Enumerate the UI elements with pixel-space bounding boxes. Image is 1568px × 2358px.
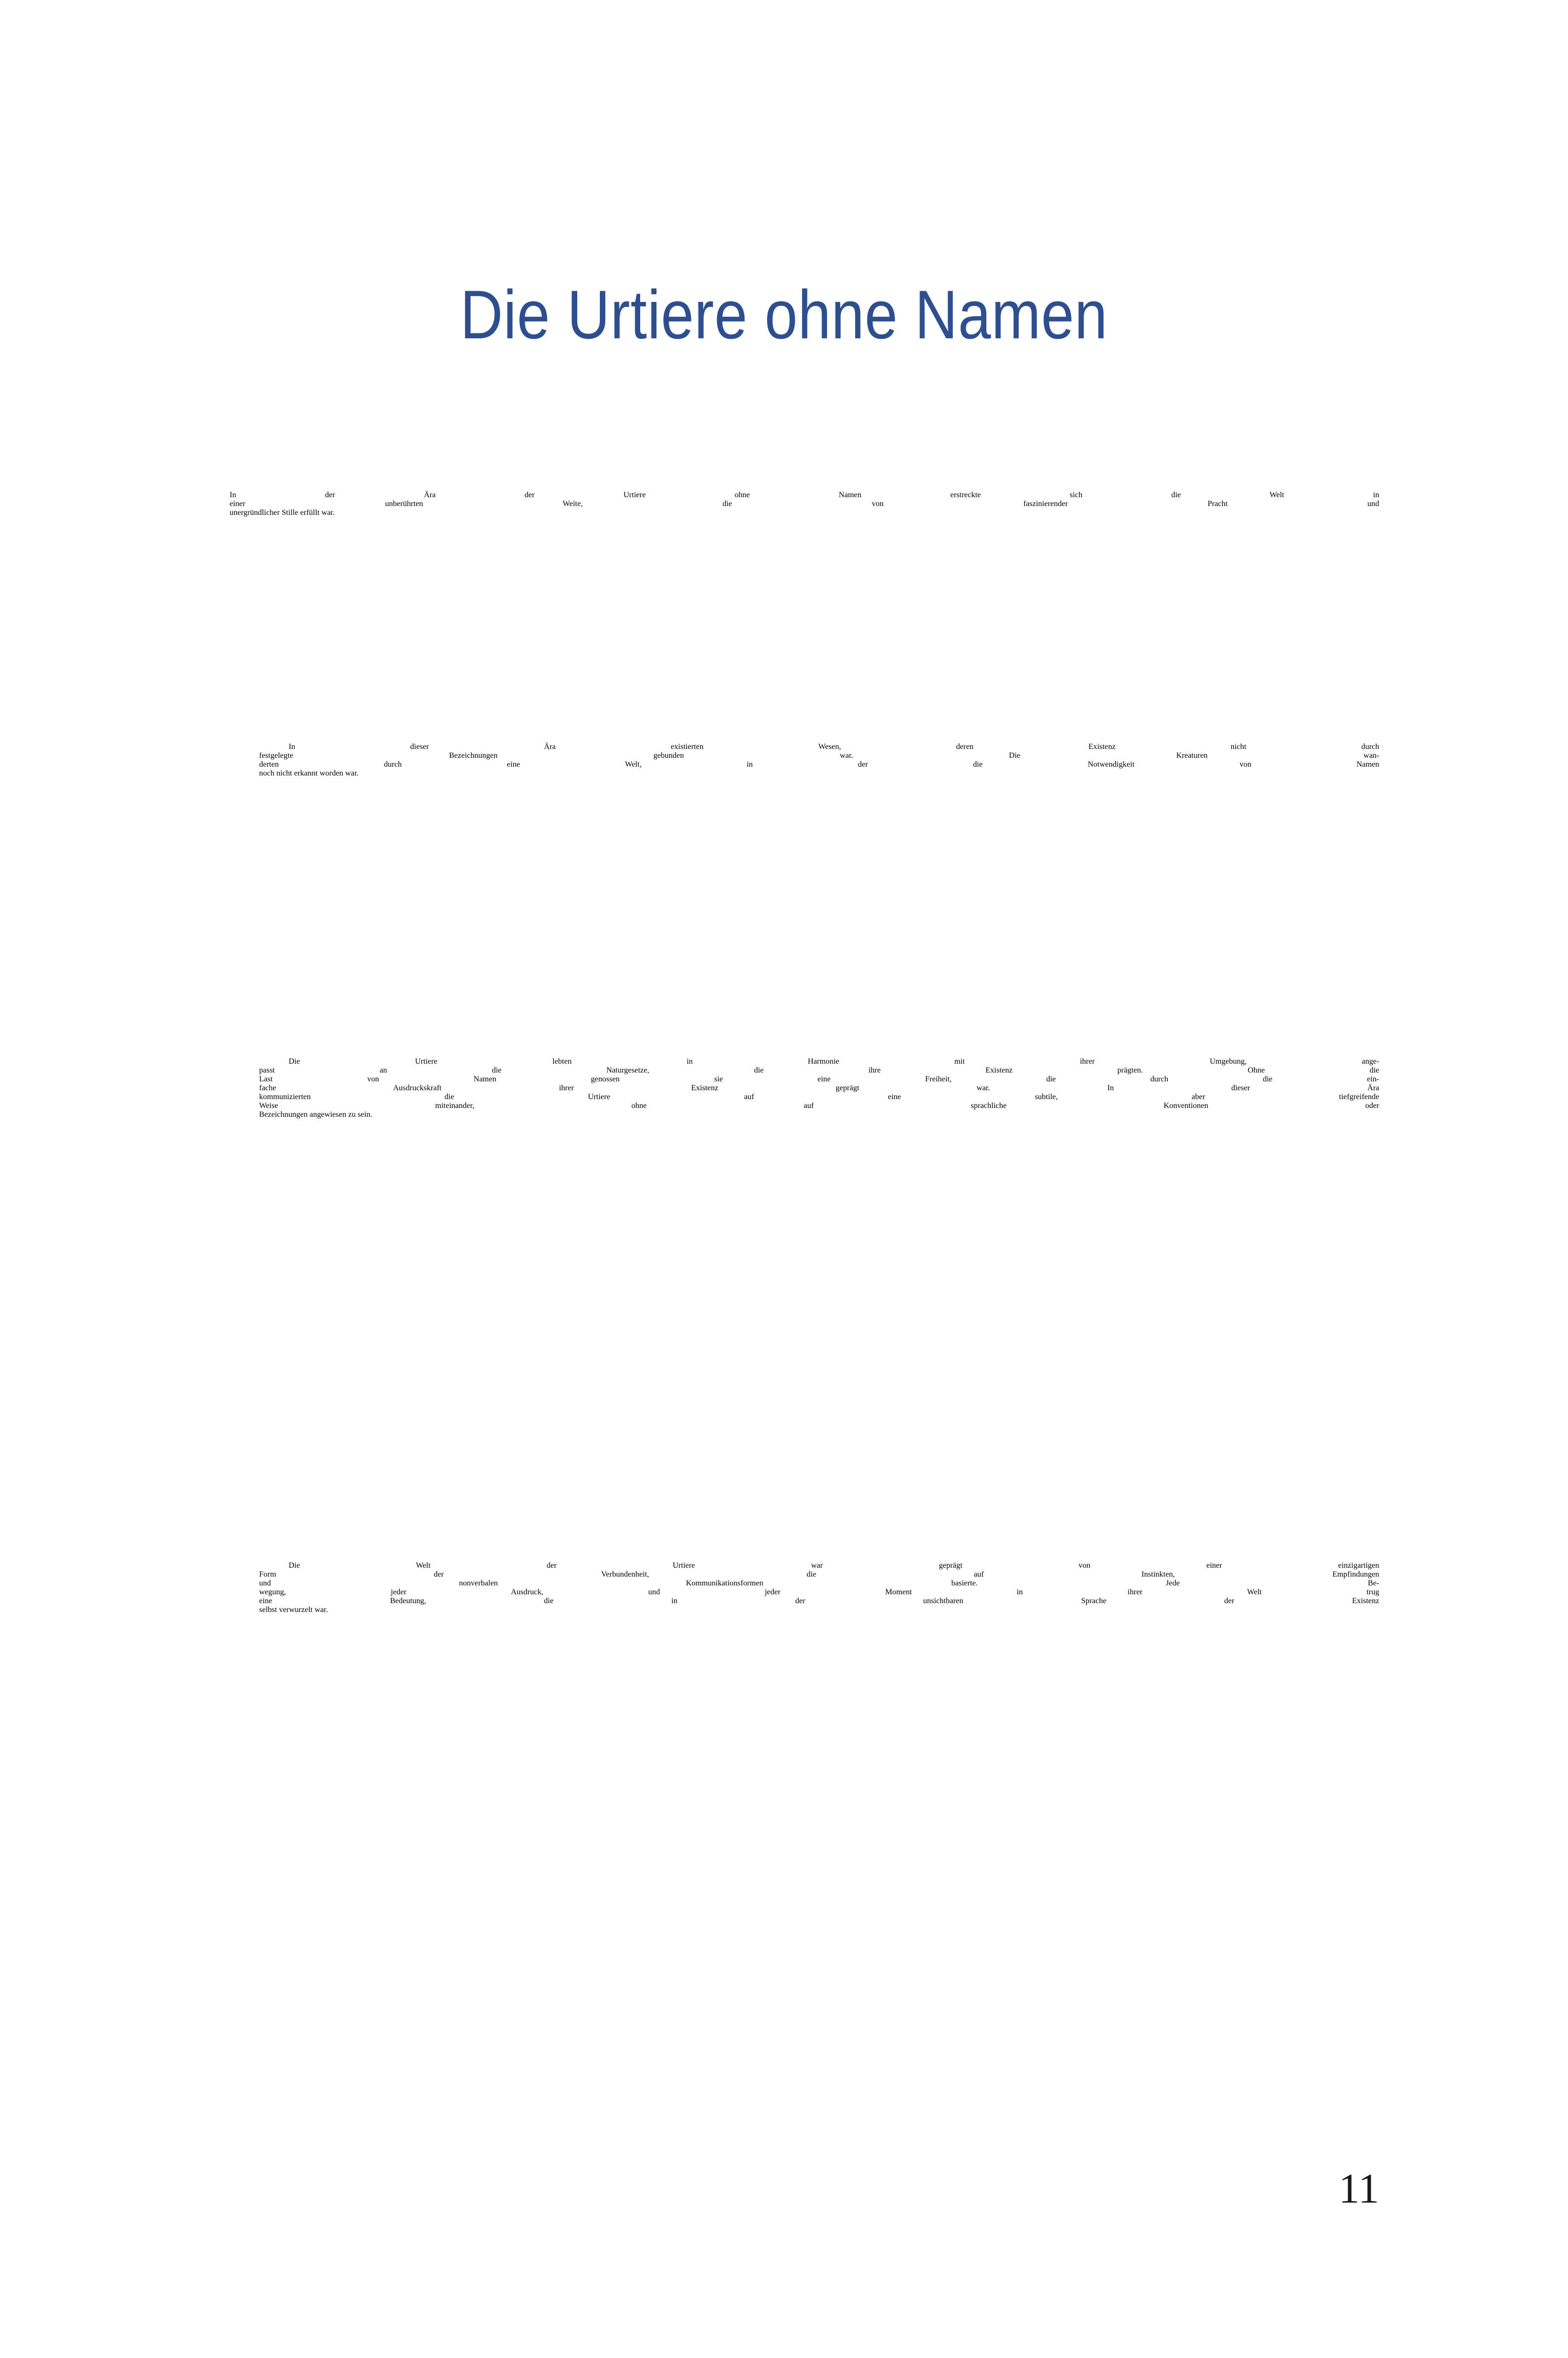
paragraph-line: fache Ausdruckskraft ihrer Existenz geprägt war. In dieser Ära — [259, 1084, 1379, 1092]
paragraph-line: Die Welt der Urtiere war geprägt von einer einzigartigen — [289, 1561, 1379, 1570]
paragraph-line: eine Bedeutung, die in der unsichtbaren Sprache der Existenz — [259, 1597, 1379, 1605]
paragraph-line: In der Ära der Urtiere ohne Namen erstreckte sich die Welt in — [230, 491, 1379, 499]
paragraph-line: noch nicht erkannt worden war. — [259, 769, 359, 777]
paragraph-line: wegung, jeder Ausdruck, und jeder Moment in ihrer Welt trug — [259, 1588, 1379, 1596]
paragraph-1 — [230, 491, 1379, 517]
paragraph-line: passt an die Naturgesetze, die ihre Existenz prägten. Ohne die — [259, 1066, 1379, 1075]
paragraph-2 — [230, 743, 1379, 778]
paragraph-line: und nonverbalen Kommunikationsformen basierte. Jede Be- — [259, 1579, 1379, 1587]
paragraph-line: selbst verwurzelt war. — [259, 1606, 328, 1614]
paragraph-line: Form der Verbundenheit, die auf Instinkten, Empfindungen — [259, 1570, 1379, 1579]
paragraph-line: In dieser Ära existierten Wesen, deren Existenz nicht durch — [289, 743, 1379, 751]
paragraph-line: einer unberührten Weite, die von faszinierender Pracht und — [230, 500, 1379, 508]
paragraph-line: Bezeichnungen angewiesen zu sein. — [259, 1110, 373, 1119]
paragraph-line: festgelegte Bezeichnungen gebunden war. Die Kreaturen wan- — [259, 751, 1379, 760]
paragraph-line: Weise miteinander, ohne auf sprachliche Konventionen oder — [259, 1102, 1379, 1110]
paragraph-line: derten durch eine Welt, in der die Notwendigkeit von Namen — [259, 760, 1379, 769]
paragraph-line: unergründlicher Stille erfüllt war. — [230, 508, 335, 517]
paragraph-4 — [230, 1561, 1379, 1614]
paragraph-line: Die Urtiere lebten in Harmonie mit ihrer Umgebung, ange- — [289, 1057, 1379, 1066]
paragraph-3 — [230, 1057, 1379, 1119]
paragraph-line: kommunizierten die Urtiere auf eine subtile, aber tiefgreifende — [259, 1093, 1379, 1101]
page-number: 11 — [1338, 2165, 1379, 2212]
paragraph-line: Last von Namen genossen sie eine Freiheit, die durch die ein- — [259, 1075, 1379, 1083]
chapter-title: Die Urtiere ohne Namen — [460, 276, 1108, 353]
